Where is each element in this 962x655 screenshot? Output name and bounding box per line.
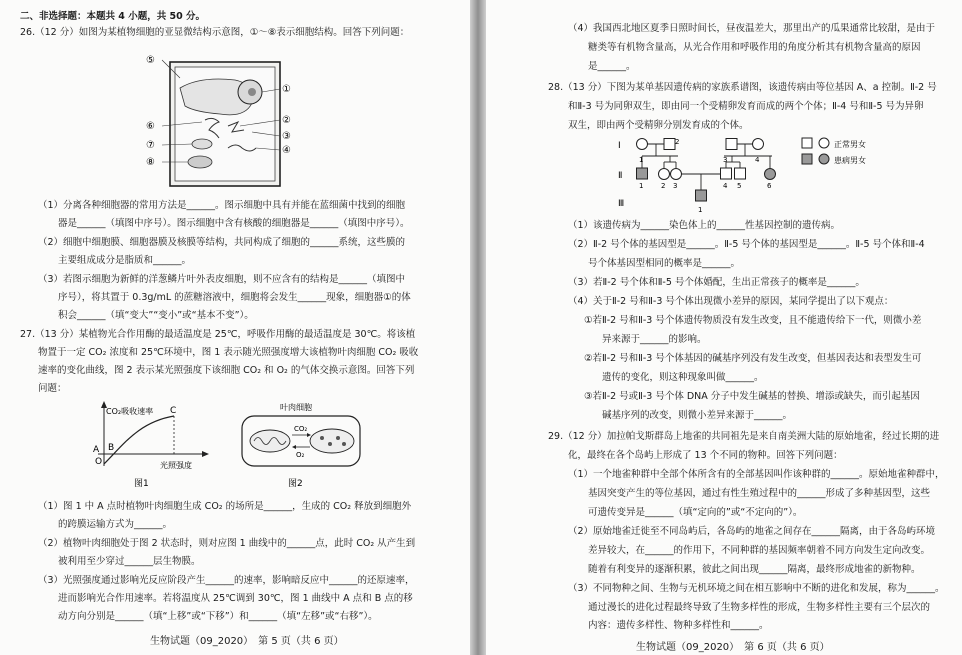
q28-item-line: 号个体基因型相同的概率是______。 bbox=[588, 258, 741, 269]
num-i-1: 1 bbox=[639, 156, 644, 164]
co2-curve bbox=[104, 416, 174, 464]
pedigree-ii-4 bbox=[721, 168, 732, 179]
fig2-title: 叶肉细胞 bbox=[280, 403, 312, 412]
q26-item-line: 器是______（填图中序号）。图示细胞中含有核酸的细胞器是______（填图中序号）。 bbox=[58, 218, 410, 229]
q28-stem-line: 28.（13 分）下图为某单基因遗传病的家族系谱图，该遗传病由等位基因 A、a 控制。Ⅱ-2 号 bbox=[548, 82, 937, 93]
q29-item-line: 通过漫长的进化过程最终导致了生物多样性的形成，生物多样性主要有三个层次的 bbox=[588, 602, 931, 613]
label-4: ④ bbox=[282, 145, 291, 156]
exam-page-right bbox=[486, 0, 962, 655]
point-b: B bbox=[108, 443, 115, 453]
pedigree-ii-6 bbox=[765, 169, 776, 180]
label-5: ⑤ bbox=[146, 55, 155, 66]
q28-item-line: 遗传的变化，则这种现象叫做______。 bbox=[602, 372, 764, 383]
q29-item-line: 随着有利变异的逐渐积累，彼此之间出现______隔离，最终形成地雀的新物种。 bbox=[588, 564, 921, 575]
legend-affected-label: 患病男女 bbox=[834, 156, 866, 165]
page-footer: 生物试题（09_2020） 第 5 页（共 6 页） bbox=[150, 636, 344, 647]
label-2: ② bbox=[282, 115, 291, 126]
q26-item-line: 积会______（填“变大”“变小”或“基本不变”）。 bbox=[58, 310, 254, 321]
pedigree-i-4 bbox=[753, 139, 764, 150]
label-7: ⑦ bbox=[146, 140, 155, 151]
q27-4-line: 是______。 bbox=[588, 61, 636, 72]
point-a: A bbox=[93, 445, 100, 455]
num-iii-1: 1 bbox=[698, 206, 703, 214]
q29-item-line: 基因突变产生的等位基因，通过有性生殖过程中的______形成了多种基因型，这些 bbox=[588, 488, 931, 499]
q26-item-line: （2）细胞中细胞膜、细胞器膜及核膜等结构，共同构成了细胞的______系统，这些膜的 bbox=[38, 237, 406, 248]
pedigree-ii-3 bbox=[671, 169, 682, 180]
q29-item-line: （3）不同物种之间、生物与无机环境之间在相互影响中不断的进化和发展，称为______。 bbox=[568, 583, 945, 594]
q28-item-line: （3）若Ⅱ-2 号个体和Ⅱ-5 号个体婚配，生出正常孩子的概率是______。 bbox=[568, 277, 865, 288]
gen-i: Ⅰ bbox=[618, 141, 621, 151]
q28-item-line: 异来源于______的影响。 bbox=[602, 334, 707, 345]
section-header: 二、非选择题：本题共 4 小题，共 50 分。 bbox=[20, 11, 206, 22]
q28-item-line: （4）关于Ⅱ-2 号和Ⅱ-3 号个体出现微小差异的原因，某同学提出了以下观点： bbox=[568, 296, 894, 307]
q29-item-line: （1）一个地雀种群中全部个体所含有的全部基因叫作该种群的______。原始地雀种群中， bbox=[568, 469, 945, 480]
q26-item-line: （3）若图示细胞为新鲜的洋葱鳞片叶外表皮细胞，则不应含有的结构是______（填图中 bbox=[38, 274, 406, 285]
q28-item-line: （2）Ⅱ-2 号个体的基因型是______。Ⅱ-5 号个体的基因型是______。Ⅱ-5 号个体和Ⅱ-4 bbox=[568, 239, 925, 250]
q28-stem-line: 和Ⅱ-3 号为同卵双生，即由同一个受精卵发育而成的两个个体；Ⅱ-4 号和Ⅱ-5 号为异卵 bbox=[568, 101, 924, 112]
fig2-arrow-o2: O₂ bbox=[296, 451, 305, 459]
label-6: ⑥ bbox=[146, 121, 155, 132]
pedigree-ii-2 bbox=[659, 169, 670, 180]
q27-4-line: （4）我国西北地区夏季日照时间长，昼夜温差大，那里出产的瓜果通常比较甜，是由于 bbox=[568, 23, 936, 34]
q26-item-line: （1）分离各种细胞器的常用方法是______。图示细胞中具有并能在蓝细菌中找到的细胞 bbox=[38, 200, 406, 211]
q29-item-line: 可遗传变异是______（填“定向的”或“不定向的”）。 bbox=[588, 507, 803, 518]
page-footer: 生物试题（09_2020） 第 6 页（共 6 页） bbox=[636, 642, 830, 653]
num-ii-1: 1 bbox=[639, 182, 644, 190]
figure-1-curve bbox=[84, 398, 214, 490]
point-o: O bbox=[95, 457, 103, 467]
q27-item-line: 被利用至少穿过______层生物膜。 bbox=[58, 556, 201, 567]
q27-item-line: 动方向分别是______（填“上移”或“下移”）和______（填“左移”或“右移”）。 bbox=[58, 611, 378, 622]
q28-item-line: ②若Ⅱ-2 号和Ⅱ-3 号个体基因的碱基序列没有发生改变，但基因表达和表型发生可 bbox=[584, 353, 922, 364]
q28-item-line: （1）该遗传病为______染色体上的______性基因控制的遗传病。 bbox=[568, 220, 841, 231]
num-ii-3: 3 bbox=[673, 182, 678, 190]
chloroplast bbox=[310, 429, 354, 453]
plant-cell-diagram bbox=[140, 48, 320, 193]
q27-stem-line: 问题： bbox=[38, 383, 67, 394]
num-ii-5: 5 bbox=[737, 182, 742, 190]
q28-item-line: 碱基序列的改变，则微小差异来源于______。 bbox=[602, 410, 793, 421]
q27-stem-line: 物置于一定 CO₂ 浓度和 25℃环境中，图 1 表示随光照强度增大该植物叶肉细胞 CO₂ 吸收 bbox=[38, 347, 419, 358]
q28-stem-line: 双生，即由两个受精卵分别发育成的个体。 bbox=[568, 120, 749, 131]
legend-normal-male bbox=[802, 138, 812, 148]
fig2-arrow-co2: CO₂ bbox=[294, 425, 308, 433]
pedigree-chart bbox=[612, 134, 942, 216]
pedigree-i-1 bbox=[637, 139, 648, 150]
num-ii-4: 4 bbox=[723, 182, 728, 190]
q29-item-line: （2）原始地雀迁徙至不同岛屿后，各岛屿的地雀之间存在______隔离，由于各岛屿环境 bbox=[568, 526, 936, 537]
legend-normal-female bbox=[819, 138, 829, 148]
nucleolus bbox=[248, 88, 256, 96]
q27-stem-line: 速率的变化曲线，图 2 表示某光照强度下该细胞 CO₂ 和 O₂ 的气体交换示意图。回答下列 bbox=[38, 365, 415, 376]
q27-stem-line: 27.（13 分）某植物光合作用酶的最适温度是 25℃，呼吸作用酶的最适温度是 30℃。将该植 bbox=[20, 329, 416, 340]
q29-item-line: 差异较大，在______的作用下，不同种群的基因频率朝着不同方向发生定向改变。 bbox=[588, 545, 931, 556]
fig1-ylabel: CO₂吸收速率 bbox=[106, 407, 154, 416]
num-i-3: 3 bbox=[723, 156, 728, 164]
q27-item-line: 的跨膜运输方式为______。 bbox=[58, 519, 173, 530]
q27-4-line: 糖类等有机物含量高，从光合作用和呼吸作用的角度分析其有机物含量高的原因 bbox=[588, 42, 921, 53]
q29-stem-line: 化，最终在各个岛屿上形成了 13 个不同的物种。回答下列问题： bbox=[568, 450, 843, 461]
num-i-2: 2 bbox=[675, 138, 680, 146]
q26-stem: 26.（12 分）如图为某植物细胞的亚显微结构示意图，①～⑧表示细胞结构。回答下列问题： bbox=[20, 27, 410, 38]
legend-affected-male bbox=[802, 154, 812, 164]
figure-2-cell bbox=[236, 398, 366, 490]
point-c: C bbox=[170, 406, 177, 416]
num-i-4: 4 bbox=[755, 156, 760, 164]
legend-normal-label: 正常男女 bbox=[834, 140, 866, 149]
pedigree-i-2 bbox=[664, 139, 675, 150]
pedigree-iii-1 bbox=[696, 190, 707, 201]
pedigree-ii-1 bbox=[637, 168, 648, 179]
q29-item-line: 内容：遗传多样性、物种多样性和______。 bbox=[588, 620, 769, 631]
q27-item-line: 进而影响光合作用速率。若将温度从 25℃调到 30℃，图 1 曲线中 A 点和 B 点的移 bbox=[58, 593, 413, 604]
pedigree-i-3 bbox=[726, 139, 737, 150]
fig2-caption: 图2 bbox=[288, 479, 303, 489]
num-ii-6: 6 bbox=[767, 182, 772, 190]
q27-item-line: （3）光照强度通过影响光反应阶段产生______的速率，影响暗反应中______的还原速率， bbox=[38, 575, 415, 586]
num-ii-2: 2 bbox=[661, 182, 666, 190]
page-gutter bbox=[470, 0, 486, 655]
q26-item-line: 主要组成成分是脂质和______。 bbox=[58, 255, 192, 266]
gen-iii: Ⅲ bbox=[618, 199, 625, 209]
q28-item-line: ①若Ⅱ-2 号和Ⅱ-3 号个体遗传物质没有发生改变，且不能遗传给下一代，则微小差 bbox=[584, 315, 922, 326]
label-3: ③ bbox=[282, 131, 291, 142]
q27-item-line: （1）图 1 中 A 点时植物叶肉细胞生成 CO₂ 的场所是______，生成的 CO₂ 释放到细胞外 bbox=[38, 501, 412, 512]
gen-ii: Ⅱ bbox=[618, 171, 623, 181]
fig1-caption: 图1 bbox=[134, 479, 149, 489]
label-1: ① bbox=[282, 84, 291, 95]
pedigree-ii-5 bbox=[735, 168, 746, 179]
q28-item-line: ③若Ⅱ-2 号或Ⅱ-3 号个体 DNA 分子中发生碱基的替换、增添或缺失，而引起基因 bbox=[584, 391, 920, 402]
chloroplast bbox=[188, 156, 212, 168]
q26-item-line: 序号），将其置于 0.3g/mL 的蔗糖溶液中，细胞将会发生______现象，细胞器①的体 bbox=[58, 292, 411, 303]
legend-affected-female bbox=[819, 154, 829, 164]
q27-item-line: （2）植物叶肉细胞处于图 2 状态时，则对应图 1 曲线中的______点，此时 CO₂ 从产生到 bbox=[38, 538, 416, 549]
fig1-xlabel: 光照强度 bbox=[160, 461, 192, 470]
q29-stem-line: 29.（12 分）加拉帕戈斯群岛上地雀的共同祖先是来自南美洲大陆的原始地雀，经过长期的进 bbox=[548, 431, 940, 442]
label-8: ⑧ bbox=[146, 157, 155, 168]
mitochondrion bbox=[192, 139, 212, 149]
exam-page-left bbox=[0, 0, 470, 655]
